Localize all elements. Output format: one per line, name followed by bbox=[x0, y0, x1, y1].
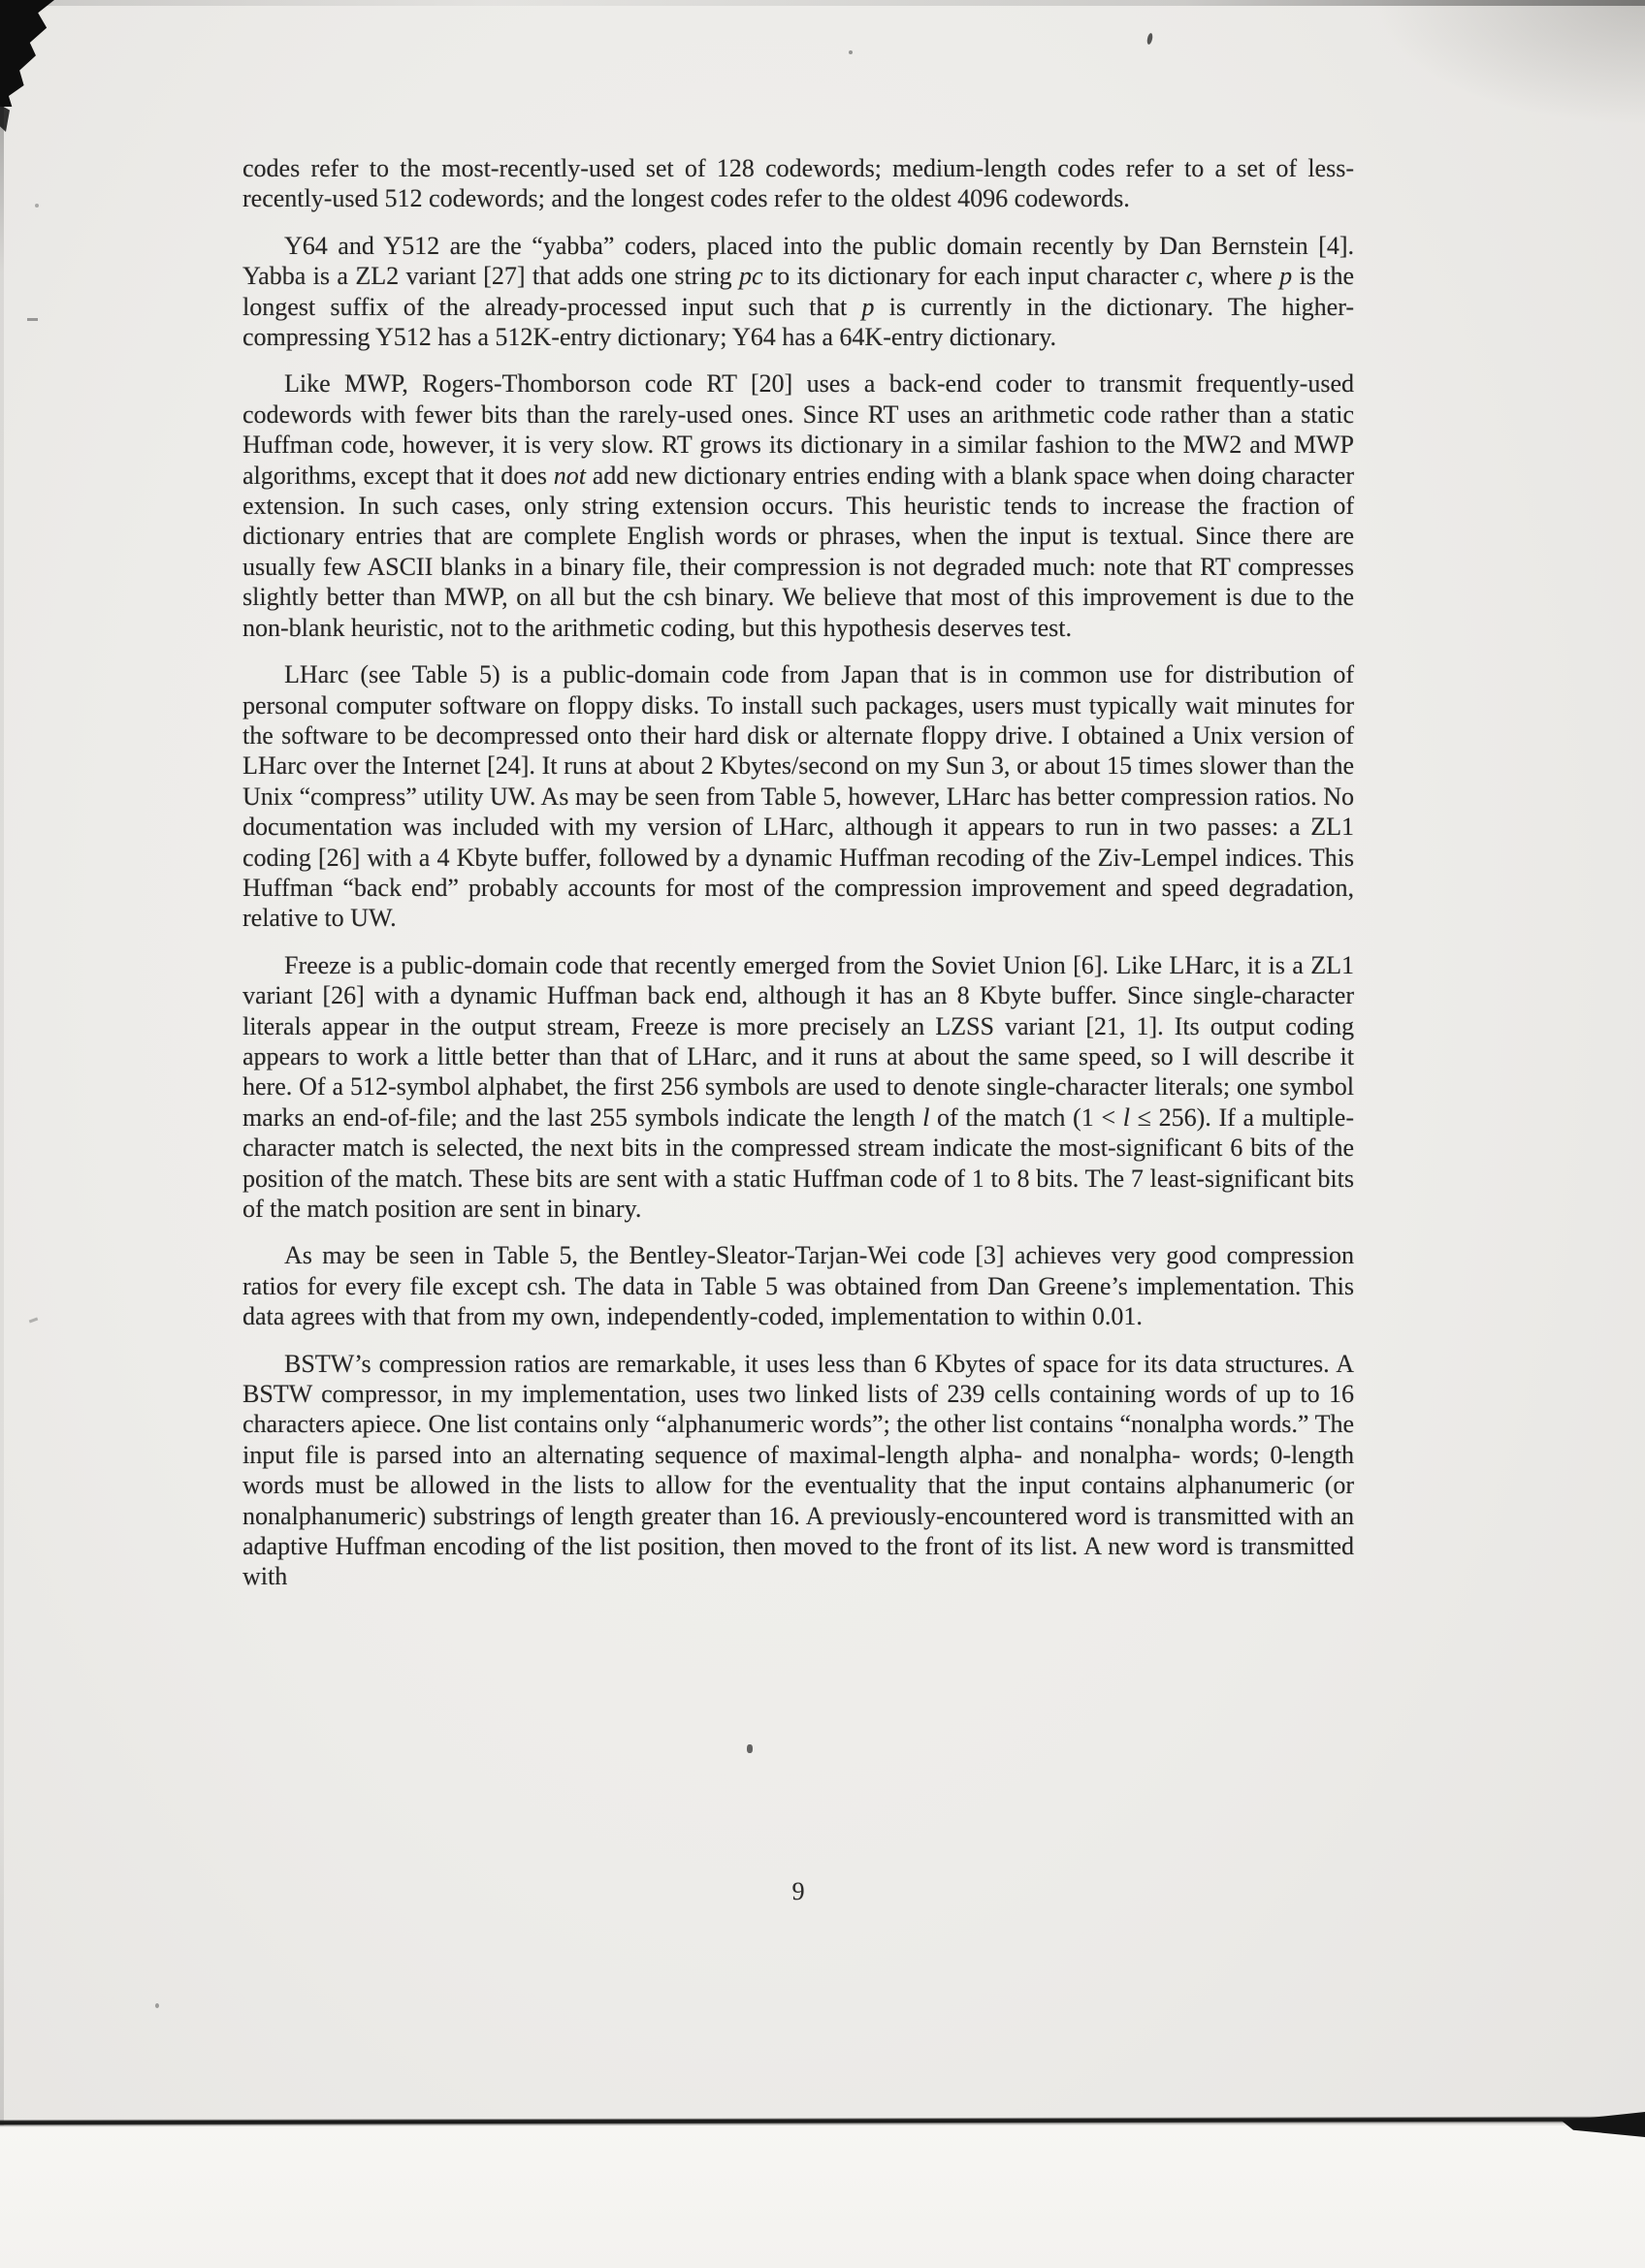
text-segment-italic: p bbox=[1279, 262, 1293, 291]
paragraph bbox=[242, 1349, 1354, 1592]
paragraph bbox=[242, 368, 1354, 643]
text-segment-italic: not bbox=[553, 461, 586, 490]
scan-left-edge-shadow bbox=[0, 0, 4, 2268]
text-segment: Like MWP, Rogers-Thomborson code RT [20] uses a back-end coder to transmit frequently-used codewords with fewer bits than the rarely-used ones. Since RT uses an arithmetic code rather than a static Huffman code, however, it is very slow. RT grows its dictionary in a similar fashion to the MW2 and MWP algorithms, except that it does bbox=[242, 369, 1354, 490]
text-segment: Freeze is a public-domain code that recently emerged from the Soviet Union [6]. Like LHarc, it is a ZL1 variant [26] with a dynamic Huffman back end, although it has an 8 Kbyte buffer. Since single-character literals appear in the output stream, Freeze is more precisely an LZSS variant [21, 1]. Its output coding appears to work a little better than that of LHarc, and it runs at about the same speed, so I will describe it here. Of a 512-symbol alphabet, the first 256 symbols are used to denote single-character literals; one symbol marks an end-of-file; and the last 255 symbols indicate the length bbox=[242, 950, 1354, 1132]
scan-bottom-strip bbox=[0, 2125, 1645, 2268]
text-segment: to its dictionary for each input character bbox=[762, 262, 1186, 291]
paragraph bbox=[242, 659, 1354, 934]
scan-artifact-bottom-line bbox=[0, 2116, 1645, 2127]
scan-artifact-bottom-right-blob bbox=[1562, 2112, 1645, 2137]
paragraph bbox=[242, 950, 1354, 1225]
text-segment: codes refer to the most-recently-used set of 128 codewords; medium-length codes refer to a set of less-recently-used 512 codewords; and the longest codes refer to the oldest 4096 codewords. bbox=[242, 154, 1354, 213]
text-segment: , where bbox=[1197, 262, 1280, 291]
text-segment-italic: l bbox=[1122, 1102, 1130, 1132]
scan-artifact-top-left-nub bbox=[0, 105, 10, 132]
paragraph bbox=[242, 231, 1354, 353]
text-segment: ≤ 256). If a multiple-character match is selected, the next bits in the compressed stream indicate the most-significant 6 bits of the position of the match. These bits are sent with a static Huffman code of 1 to 8 bits. The 7 least-significant bits of the match position are sent in binary. bbox=[242, 1102, 1354, 1223]
scan-speck bbox=[747, 1744, 753, 1753]
text-segment-italic: p bbox=[861, 292, 875, 321]
text-segment: As may be seen in Table 5, the Bentley-Sleator-Tarjan-Wei code [3] achieves very good compression ratios for every file except csh. The data in Table 5 was obtained from Dan Greene’s implementation. This data agrees with that from my own, independently-coded, implementation to within 0.01. bbox=[242, 1241, 1354, 1331]
scan-speck bbox=[29, 1318, 38, 1324]
text-segment: is currently in the dictionary. The higher-compressing Y512 has a 512K-entry dictionary; Y64 has a 64K-entry dictionary. bbox=[242, 292, 1355, 352]
scan-speck bbox=[849, 50, 853, 54]
text-segment-italic: l bbox=[922, 1102, 930, 1132]
text-segment: is the longest suffix of the already-processed input such that bbox=[242, 262, 1355, 321]
text-segment: add new dictionary entries ending with a blank space when doing character extension. In such cases, only string extension occurs. This heuristic tends to increase the fraction of dictionary entries that are complete English words or phrases, when the input is textual. Since there are usually few ASCII blanks in a binary file, their compression is not degraded much: note that RT compresses slightly better than MWP, on all but the csh binary. We believe that most of this improvement is due to the non-blank heuristic, not to the arithmetic coding, but this hypothesis deserves test. bbox=[242, 461, 1354, 642]
text-segment: LHarc (see Table 5) is a public-domain code from Japan that is in common use for distribution of personal computer software on floppy disks. To install such packages, users must typically wait minutes for the software to be decompressed onto their hard disk or alternate floppy drive. I obtained a Unix version of LHarc over the Internet [24]. It runs at about 2 Kbytes/second on my Sun 3, or about 15 times slower than the Unix “compress” utility UW. As may be seen from Table 5, however, LHarc has better compression ratios. No documentation was included with my version of LHarc, although it appears to run in two passes: a ZL1 coding [26] with a 4 Kbyte buffer, followed by a dynamic Huffman recoding of the Ziv-Lempel indices. This Huffman “back end” probably accounts for most of the compression improvement and speed degradation, relative to UW. bbox=[242, 660, 1354, 933]
paragraph bbox=[242, 1240, 1354, 1331]
text-segment: of the match (1 < bbox=[929, 1102, 1123, 1132]
paragraph bbox=[242, 153, 1354, 214]
text-segment-italic: c bbox=[1185, 262, 1198, 291]
page-number: 9 bbox=[791, 1877, 805, 1905]
text-segment: Y64 and Y512 are the “yabba” coders, placed into the public domain recently by Dan Bernstein [4]. Yabba is a ZL2 variant [27] that adds one string bbox=[242, 231, 1354, 291]
text-segment: BSTW’s compression ratios are remarkable, it uses less than 6 Kbytes of space for its data structures. A BSTW compressor, in my implementation, uses two linked lists of 239 cells containing words of up to 16 characters apiece. One list contains only “alphanumeric words”; the other list contains “nonalpha words.” The input file is parsed into an alternating sequence of maximal-length alpha- and nonalpha- words; 0-length words must be allowed in the lists to allow for the eventuality that the input contains alphanumeric (or nonalphanumeric) substrings of length greater than 16. A previously-encountered word is transmitted with an adaptive Huffman encoding of the list position, then moved to the front of its list. A new word is transmitted with bbox=[242, 1349, 1354, 1591]
scan-speck bbox=[1146, 33, 1153, 46]
scan-speck bbox=[155, 2003, 159, 2008]
text-segment-italic: pc bbox=[738, 262, 763, 291]
scan-speck bbox=[35, 204, 39, 208]
body-text bbox=[242, 153, 1354, 1609]
scan-top-edge-smudge bbox=[0, 0, 1645, 6]
scan-speck bbox=[27, 318, 38, 321]
scan-artifact-top-left-blob bbox=[0, 0, 54, 107]
scan-top-right-shading bbox=[1373, 0, 1645, 126]
